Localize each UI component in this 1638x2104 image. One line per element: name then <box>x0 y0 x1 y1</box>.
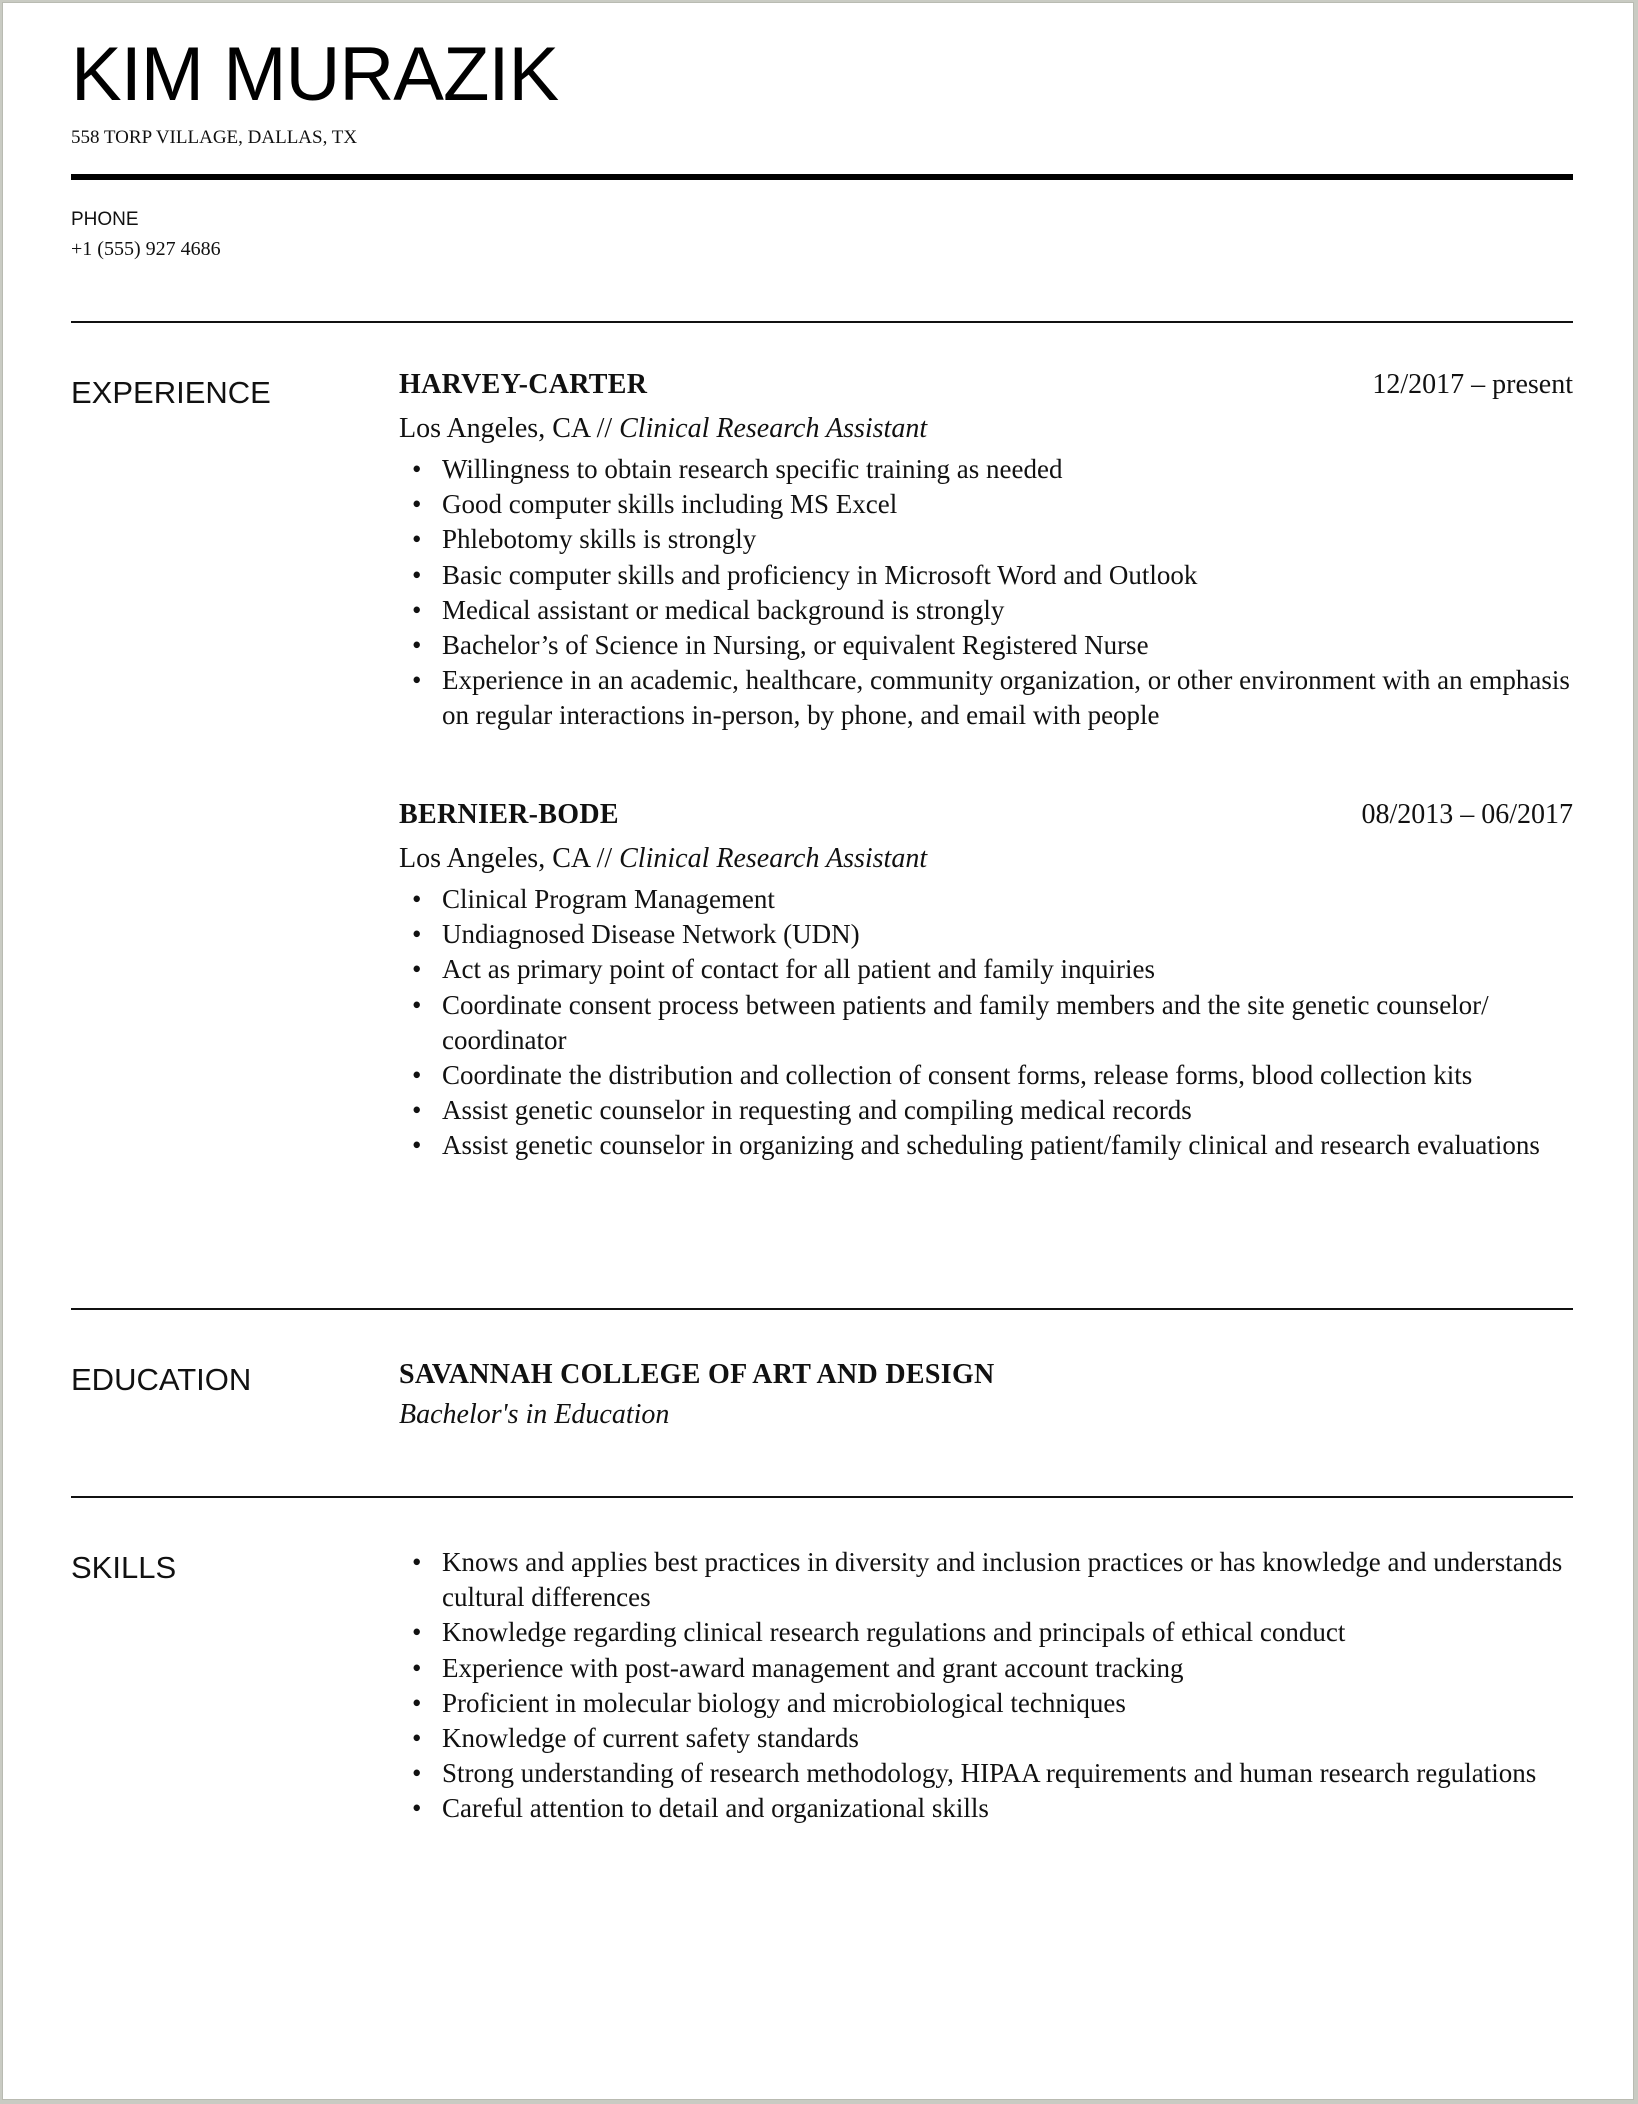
list-item: • Basic computer skills and proficiency in Microsoft Word and Outlook <box>399 558 1573 593</box>
list-item: • Act as primary point of contact for all patient and family inquiries <box>399 952 1573 987</box>
experience-heading: EXPERIENCE <box>71 375 271 410</box>
education-heading: EDUCATION <box>71 1362 252 1397</box>
list-item: • Coordinate consent process between patients and family members and the site genetic counselor/ coordinator <box>399 988 1573 1058</box>
list-item: • Experience with post-award management and grant account tracking <box>399 1651 1573 1686</box>
list-item: • Knows and applies best practices in diversity and inclusion practices or has knowledge and understands cultural differences <box>399 1545 1573 1615</box>
list-item: • Coordinate the distribution and collection of consent forms, release forms, blood collection kits <box>399 1058 1573 1093</box>
phone-label: PHONE <box>71 209 139 230</box>
candidate-address: 558 TORP VILLAGE, DALLAS, TX <box>71 127 358 148</box>
company-name: HARVEY-CARTER <box>399 369 648 400</box>
list-item: • Experience in an academic, healthcare, community organization, or other environment with an emphasis on regular interactions in-person, by phone, and email with people <box>399 663 1573 733</box>
job-location-role <box>399 839 1573 879</box>
education-entry <box>399 1355 1573 1435</box>
list-item: • Clinical Program Management <box>399 882 1573 917</box>
list-item: • Undiagnosed Disease Network (UDN) <box>399 917 1573 952</box>
list-item: • Knowledge of current safety standards <box>399 1721 1573 1756</box>
job-header <box>399 369 1573 409</box>
section-divider <box>71 1496 1573 1498</box>
location-role-separator: // <box>589 843 620 874</box>
list-item: • Bachelor’s of Science in Nursing, or equivalent Registered Nurse <box>399 628 1573 663</box>
job-bullets <box>399 882 1573 1164</box>
list-item: • Careful attention to detail and organizational skills <box>399 1791 1573 1826</box>
degree-name: Bachelor's in Education <box>399 1399 670 1430</box>
list-item: • Phlebotomy skills is strongly <box>399 522 1573 557</box>
phone-number: +1 (555) 927 4686 <box>71 238 221 260</box>
skills-heading: SKILLS <box>71 1550 177 1585</box>
job-role: Clinical Research Assistant <box>619 413 928 444</box>
skills-list-container <box>399 1545 1573 1827</box>
job-bullets <box>399 452 1573 734</box>
company-name: BERNIER-BODE <box>399 799 619 830</box>
job-role: Clinical Research Assistant <box>619 843 928 874</box>
job-location-role <box>399 409 1573 449</box>
job-entry <box>399 369 1573 734</box>
list-item: • Willingness to obtain research specific training as needed <box>399 452 1573 487</box>
school-name: SAVANNAH COLLEGE OF ART AND DESIGN <box>399 1359 995 1390</box>
header-divider <box>71 174 1573 180</box>
list-item: • Proficient in molecular biology and microbiological techniques <box>399 1686 1573 1721</box>
location-role-separator: // <box>589 413 620 444</box>
job-location: Los Angeles, CA <box>399 843 590 874</box>
job-location: Los Angeles, CA <box>399 413 590 444</box>
job-dates: 08/2013 – 06/2017 <box>1361 799 1573 830</box>
candidate-name: KIM MURAZIK <box>71 32 559 117</box>
section-divider <box>71 1308 1573 1310</box>
list-item: • Assist genetic counselor in requesting and compiling medical records <box>399 1093 1573 1128</box>
job-dates: 12/2017 – present <box>1372 369 1573 400</box>
list-item: • Medical assistant or medical background is strongly <box>399 593 1573 628</box>
section-divider <box>71 321 1573 323</box>
job-entry <box>399 799 1573 1164</box>
list-item: • Knowledge regarding clinical research regulations and principals of ethical conduct <box>399 1615 1573 1650</box>
list-item: • Assist genetic counselor in organizing and scheduling patient/family clinical and research evaluations <box>399 1128 1573 1163</box>
resume-page <box>2 2 1634 2100</box>
skills-list <box>399 1545 1573 1827</box>
job-header <box>399 799 1573 839</box>
list-item: • Good computer skills including MS Excel <box>399 487 1573 522</box>
list-item: • Strong understanding of research methodology, HIPAA requirements and human research regulations <box>399 1756 1573 1791</box>
